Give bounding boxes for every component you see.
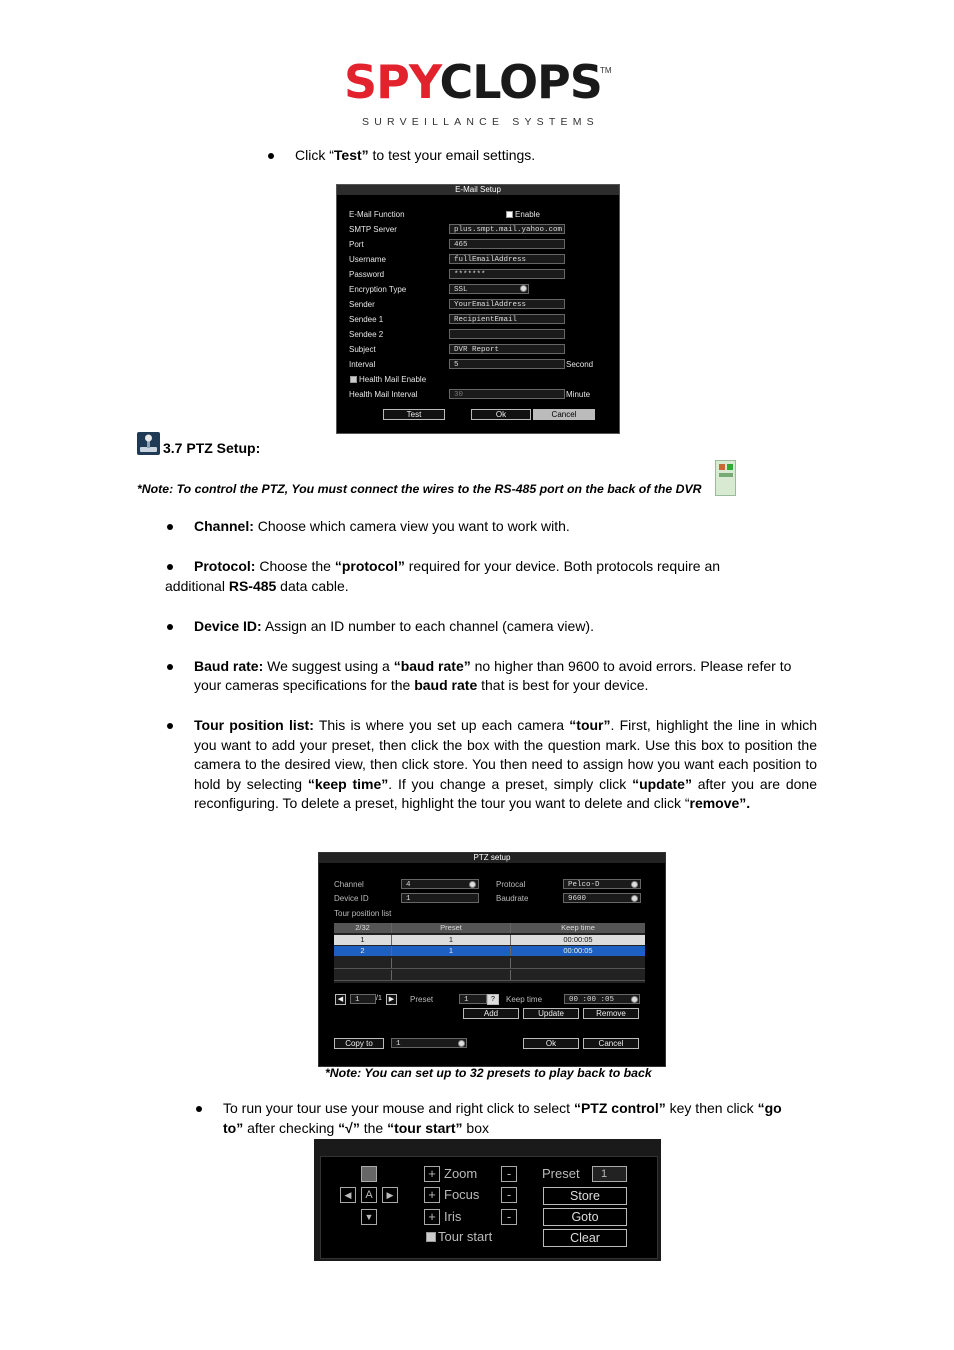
email-label: Username <box>349 255 386 264</box>
table-cell <box>334 958 392 968</box>
table-row[interactable] <box>334 946 645 956</box>
keep-time-field[interactable]: 00 :00 :05 <box>564 994 640 1004</box>
tour-start-label: Tour start <box>438 1229 493 1244</box>
clear-button[interactable]: Clear <box>543 1229 627 1247</box>
bullet-dot <box>167 664 173 670</box>
goto-button[interactable]: Goto <box>543 1208 627 1226</box>
table-row[interactable] <box>334 958 645 969</box>
logo-subtitle: SURVEILLANCE SYSTEMS <box>362 116 599 128</box>
bullet-dot <box>167 564 173 570</box>
prev-page-button[interactable]: ◀ <box>335 994 346 1005</box>
email-label: Password <box>349 270 385 279</box>
dropdown-knob-icon[interactable] <box>458 1040 465 1047</box>
keep-time-label: Keep time <box>506 995 543 1004</box>
table-cell: 1 <box>334 935 392 945</box>
ptz-caption: *Note: You can set up to 32 presets to play back to back <box>325 1066 652 1080</box>
preset-field[interactable]: 1 <box>459 994 487 1004</box>
focus-plus-button[interactable]: + <box>424 1187 440 1203</box>
bullet-run-tour-cont: to” after checking “√” the “tour start” box <box>223 1120 490 1136</box>
email-label: Sender <box>349 300 375 309</box>
joystick-icon <box>137 432 160 455</box>
rs485-port-icon <box>715 460 736 496</box>
sendee2-field[interactable] <box>449 329 565 339</box>
table-cell: 1 <box>392 946 511 956</box>
page-total: /1 <box>376 995 382 1002</box>
header-cell: 2/32 <box>334 923 392 933</box>
iris-plus-button[interactable]: + <box>424 1209 440 1225</box>
tour-position-label: Tour position list <box>334 909 392 918</box>
protocol-select[interactable]: Pelco-D <box>563 879 641 889</box>
cancel-button[interactable]: Cancel <box>533 409 595 420</box>
iris-minus-button[interactable]: - <box>501 1209 517 1225</box>
health-interval-label: Health Mail Interval <box>349 390 418 399</box>
section-title: 3.7 PTZ Setup: <box>163 440 261 456</box>
interval-field[interactable]: 5 <box>449 359 565 369</box>
bullet-protocol-cont: additional RS-485 data cable. <box>165 578 349 594</box>
device-id-label: Device ID <box>334 894 369 903</box>
store-button[interactable]: Store <box>543 1187 627 1205</box>
copy-to-select[interactable]: 1 <box>391 1038 467 1048</box>
pan-right-button[interactable]: ▶ <box>382 1187 398 1203</box>
ptz-dialog-title: PTZ setup <box>319 853 665 863</box>
bullet-baud: Baud rate: We suggest using a “baud rate” no higher than 9600 to avoid errors. Please refer to <box>194 658 792 674</box>
table-row[interactable] <box>334 970 645 981</box>
email-label: Subject <box>349 345 376 354</box>
bullet-dot <box>167 723 173 729</box>
test-button[interactable]: Test <box>383 409 445 420</box>
bullet-protocol: Protocol: Choose the “protocol” required for your device. Both protocols require an <box>194 558 721 574</box>
bullet-test-text: Click “Test” to test your email settings. <box>295 147 536 163</box>
bullet-channel: Channel: Choose which camera view you want to work with. <box>194 518 570 534</box>
health-mail-enable-label: Health Mail Enable <box>359 375 427 384</box>
focus-minus-button[interactable]: - <box>501 1187 517 1203</box>
ok-button[interactable]: Ok <box>471 409 531 420</box>
port-field[interactable]: 465 <box>449 239 565 249</box>
preset-label: Preset <box>410 995 434 1004</box>
remove-button[interactable]: Remove <box>583 1008 639 1019</box>
spyclops-logo <box>344 52 614 132</box>
add-button[interactable]: Add <box>463 1008 519 1019</box>
bullet-dot <box>167 624 173 630</box>
bullet-tour: Tour position list: This is where you set up each camera “tour”. First, highlight the line in which you want to add your preset, then click the box with the question mark. Use this box to position the camera to the desired view, then click store. You then need to assign how you want each position to hold by selecting “keep time”. If you change a preset, simply click “update” after you are done reconfiguring. To delete a preset, highlight the tour you want to delete and click “remove”. <box>194 717 817 812</box>
table-header <box>334 923 645 933</box>
logo-clops: CLOPS <box>439 55 602 109</box>
health-interval-field[interactable]: 30 <box>449 389 565 399</box>
bullet-dot <box>167 524 173 530</box>
table-cell <box>334 970 392 980</box>
header-cell: Preset <box>392 923 511 933</box>
table-cell <box>392 970 511 980</box>
tour-table <box>334 923 645 983</box>
username-field[interactable]: fullEmailAddress <box>449 254 565 264</box>
update-button[interactable]: Update <box>523 1008 579 1019</box>
minute-unit: Minute <box>566 390 591 399</box>
baudrate-label: Baudrate <box>496 894 529 903</box>
password-field[interactable]: ******* <box>449 269 565 279</box>
sender-field[interactable]: YourEmailAddress <box>449 299 565 309</box>
enable-checkbox[interactable] <box>506 211 513 218</box>
ptz-setup-dialog <box>318 852 666 1067</box>
ptz-note: *Note: To control the PTZ, You must connect the wires to the RS-485 port on the back of the DVR <box>137 482 702 496</box>
ptz-cancel-button[interactable]: Cancel <box>583 1038 639 1049</box>
table-row[interactable] <box>334 935 645 945</box>
dropdown-knob-icon[interactable] <box>631 895 638 902</box>
smtp-server-field[interactable]: plus.smpt.mail.yahoo.com <box>449 224 565 234</box>
email-label: SMTP Server <box>349 225 397 234</box>
channel-select[interactable]: 4 <box>401 879 479 889</box>
dropdown-knob-icon[interactable] <box>631 881 638 888</box>
email-label: Interval <box>349 360 376 369</box>
dropdown-knob-icon[interactable] <box>631 996 638 1003</box>
bullet-baud-cont: your cameras specifications for the baud rate that is best for your device. <box>194 677 649 693</box>
ptz-control-panel <box>314 1139 661 1261</box>
dropdown-knob-icon[interactable] <box>520 285 527 292</box>
copy-to-button[interactable]: Copy to <box>334 1038 384 1049</box>
iris-label: Iris <box>444 1209 462 1224</box>
dropdown-knob-icon[interactable] <box>469 881 476 888</box>
subject-field[interactable]: DVR Report <box>449 344 565 354</box>
focus-label: Focus <box>444 1187 480 1202</box>
bullet-run-tour: To run your tour use your mouse and right click to select “PTZ control” key then click “go <box>223 1100 782 1116</box>
logo-tm: TM <box>600 66 612 75</box>
health-mail-checkbox[interactable] <box>350 376 357 383</box>
zoom-plus-button[interactable]: + <box>424 1166 440 1182</box>
page-field[interactable]: 1 <box>350 994 376 1004</box>
question-button[interactable]: ? <box>487 994 499 1005</box>
table-cell: 00:00:05 <box>563 946 593 955</box>
tour-start-checkbox[interactable] <box>426 1232 436 1242</box>
ptz-ok-button[interactable]: Ok <box>523 1038 579 1049</box>
tilt-down-button[interactable]: ▼ <box>361 1209 377 1225</box>
header-cell: Keep time <box>561 923 595 932</box>
sendee1-field[interactable]: RecipientEmail <box>449 314 565 324</box>
table-cell <box>392 958 511 968</box>
email-label: Sendee 1 <box>349 315 384 324</box>
tilt-up-button[interactable] <box>361 1166 377 1182</box>
channel-label: Channel <box>334 880 364 889</box>
enable-label: Enable <box>515 210 540 219</box>
logo-spy: SPY <box>344 55 440 109</box>
ptz-preset-field[interactable]: 1 <box>592 1166 627 1182</box>
email-dialog-title: E-Mail Setup <box>337 185 619 195</box>
email-label: Sendee 2 <box>349 330 384 339</box>
bullet-device: Device ID: Assign an ID number to each channel (camera view). <box>194 618 594 634</box>
bullet-dot <box>196 1106 202 1112</box>
email-label: E-Mail Function <box>349 210 405 219</box>
encryption-select[interactable]: SSL <box>449 284 529 294</box>
zoom-minus-button[interactable]: - <box>501 1166 517 1182</box>
second-unit: Second <box>566 360 594 369</box>
email-label: Port <box>349 240 364 249</box>
table-cell: 00:00:05 <box>563 935 593 944</box>
zoom-label: Zoom <box>444 1166 478 1181</box>
table-cell: 2 <box>334 946 392 956</box>
email-setup-dialog <box>336 184 620 434</box>
email-label: Encryption Type <box>349 285 407 294</box>
next-page-button[interactable]: ▶ <box>386 994 397 1005</box>
protocol-label: Protocal <box>496 880 526 889</box>
bullet-dot <box>268 153 274 159</box>
ptz-preset-label: Preset <box>542 1166 580 1181</box>
device-id-field[interactable]: 1 <box>401 893 479 903</box>
center-button[interactable]: A <box>361 1187 377 1203</box>
pan-left-button[interactable]: ◀ <box>340 1187 356 1203</box>
baudrate-select[interactable]: 9600 <box>563 893 641 903</box>
table-cell: 1 <box>392 935 511 945</box>
